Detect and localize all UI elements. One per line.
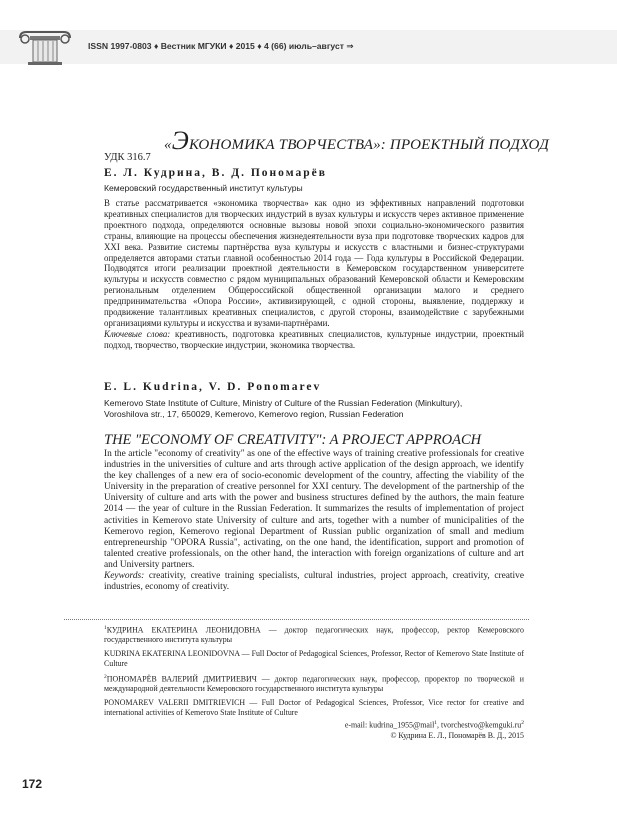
footnote: $^1$КУДРИНА ЕКАТЕРИНА ЛЕОНИДОВНА — доктор педагогических наук, профессор, ректор Кемеровского государственного института культуры	[104, 625, 524, 645]
affiliation-ru: Кемеровский государственный институт культуры	[104, 183, 303, 193]
footnote: KUDRINA EKATERINA LEONIDOVNA — Full Doctor of Pedagogical Sciences, Professor, Rector of Kemerovo State Institute of Culture	[104, 649, 524, 669]
keywords-ru: креативность, подготовка креативных специалистов, культурные индустрии, проектный подход, творчество, творческие индустрии, экономика творчества.	[104, 328, 524, 350]
abstract-en	[104, 449, 524, 593]
authors-ru: Е. Л. Кудрина, В. Д. Пономарёв	[104, 167, 327, 179]
abstract-en-text: In the article "economy of creativity" as one of the effective ways of training creative professionals for creative industries in the universities of culture and arts through active application of the design approach, we identify the key challenges of a new era of socio-economic development of the country, affecting the viability of the University in the preparation of creative personnel for XXI century. The development of the partnership of the University of culture and arts with the power and business structures defined by the authors, the main feature 2014 — the year of culture in the Russian Federation. It summarizes the results of implementation of project activities in Kemerovo state University of culture and arts, together with a number of municipalities of the Kemerovo region, Kemerovo regional Department of Russian public organization of small and medium entrepreneurship "OPORA Russia", activating, on the one hand, the identification, support and promotion of talented creative professionals, on the other hand, the interaction with foreign organizations of culture and art and University partners.	[104, 449, 524, 570]
ionic-column-logo-icon	[16, 24, 74, 66]
affiliation-en-line2: Voroshilova str., 17, 650029, Kemerovo, Kemerovo region, Russian Federation	[104, 409, 404, 419]
next-arrow-icon: ⇒	[346, 41, 354, 51]
email-link-1[interactable]: kudrina_1955@mail	[369, 720, 435, 730]
footnote: PONOMAREV VALERII DMITRIEVICH — Full Doctor of Pedagogical Sciences, Professor, Vice rector for creative and international activities of Kemerovo State Institute of Culture	[104, 698, 524, 717]
title-rest: КОНОМИКА ТВОРЧЕСТВА»: ПРОЕКТНЫЙ ПОДХОД	[188, 137, 549, 153]
affiliation-en-line1: Kemerovo State Institute of Culture, Ministry of Culture of the Russian Federation (Minkultury),	[104, 398, 463, 408]
footnotes	[104, 624, 524, 722]
footnote-divider	[64, 619, 529, 620]
abstract-ru	[104, 198, 524, 351]
keywords-en: creativity, creative training specialists, cultural industries, project approach, creativity, creative industries, economy of creativity.	[104, 571, 524, 593]
issn: ISSN 1997-0803	[88, 41, 152, 51]
abstract-ru-text: В статье рассматривается «экономика творчества» как одно из эффективных направлений подготовки креативных специалистов для творческих индустрий в вузах культуры и искусств через активное применение проектного подхода, определяются основные вызовы новой эпохи социально-экономического развития страны, влияющие на процессы обеспечения жизнедеятельности вуза при подготовке творческих кадров для XXI века. Развитие системы партнёрства вуза культуры и искусств с властными и бизнес-структурами определяется авторами статьи главной особенностью 2014 года — Года культуры в Российской Федерации. Подводятся итоги реализации проектной деятельности в Кемеровском государственном университете культуры и искусств совместно с рядом муниципальных образований Кемеровской области и Кемеровским региональным отделением Общероссийской общественной организации малого и среднего предпринимательства «Опора России», активизирующей, с одной стороны, выявление, поддержку и продвижение талантливых креативных специалистов, с другой стороны, взаимодействие с зарубежными организациями культуры и искусства и вузами-партнёрами.	[104, 198, 524, 328]
keywords-ru-label: Ключевые слова:	[104, 328, 171, 339]
journal-issue: 4 (66) июль–август	[264, 41, 344, 51]
udk-code: УДК 316.7	[104, 152, 151, 163]
copyright: © Кудрина Е. Л., Пономарёв В. Д., 2015	[390, 730, 524, 740]
running-head: ISSN 1997-0803 ♦ Вестник МГУКИ ♦ 2015 ♦ 4 (66) июль–август ⇒	[88, 41, 354, 51]
email-link-2[interactable]: tvorchestvo@kemguki.ru	[441, 720, 522, 730]
journal-name: Вестник МГУКИ	[160, 41, 227, 51]
affiliation-en	[104, 398, 524, 420]
email-line: e-mail: kudrina_1955@mail$^1$, $tvorchestvo@kemguki.ru^2$	[344, 720, 524, 730]
keywords-en-label: Keywords:	[104, 571, 145, 582]
authors-en: E. L. Kudrina, V. D. Ponomarev	[104, 381, 322, 393]
article-title-en: THE "ECONOMY OF CREATIVITY": A PROJECT APPROACH	[104, 432, 482, 448]
title-open-quote: «	[164, 137, 172, 153]
title-initial-letter: Э	[171, 126, 189, 155]
contacts	[104, 718, 524, 741]
header-bar	[0, 0, 617, 72]
page-number: 172	[22, 777, 43, 791]
article-title-ru	[164, 126, 549, 155]
journal-year: 2015	[235, 41, 255, 51]
footnote: $^2$ПОНОМАРЁВ ВАЛЕРИЙ ДМИТРИЕВИЧ — доктор педагогических наук, профессор, проректор по творческой и международной деятельности Кемеровского государственного института культуры	[104, 673, 524, 694]
